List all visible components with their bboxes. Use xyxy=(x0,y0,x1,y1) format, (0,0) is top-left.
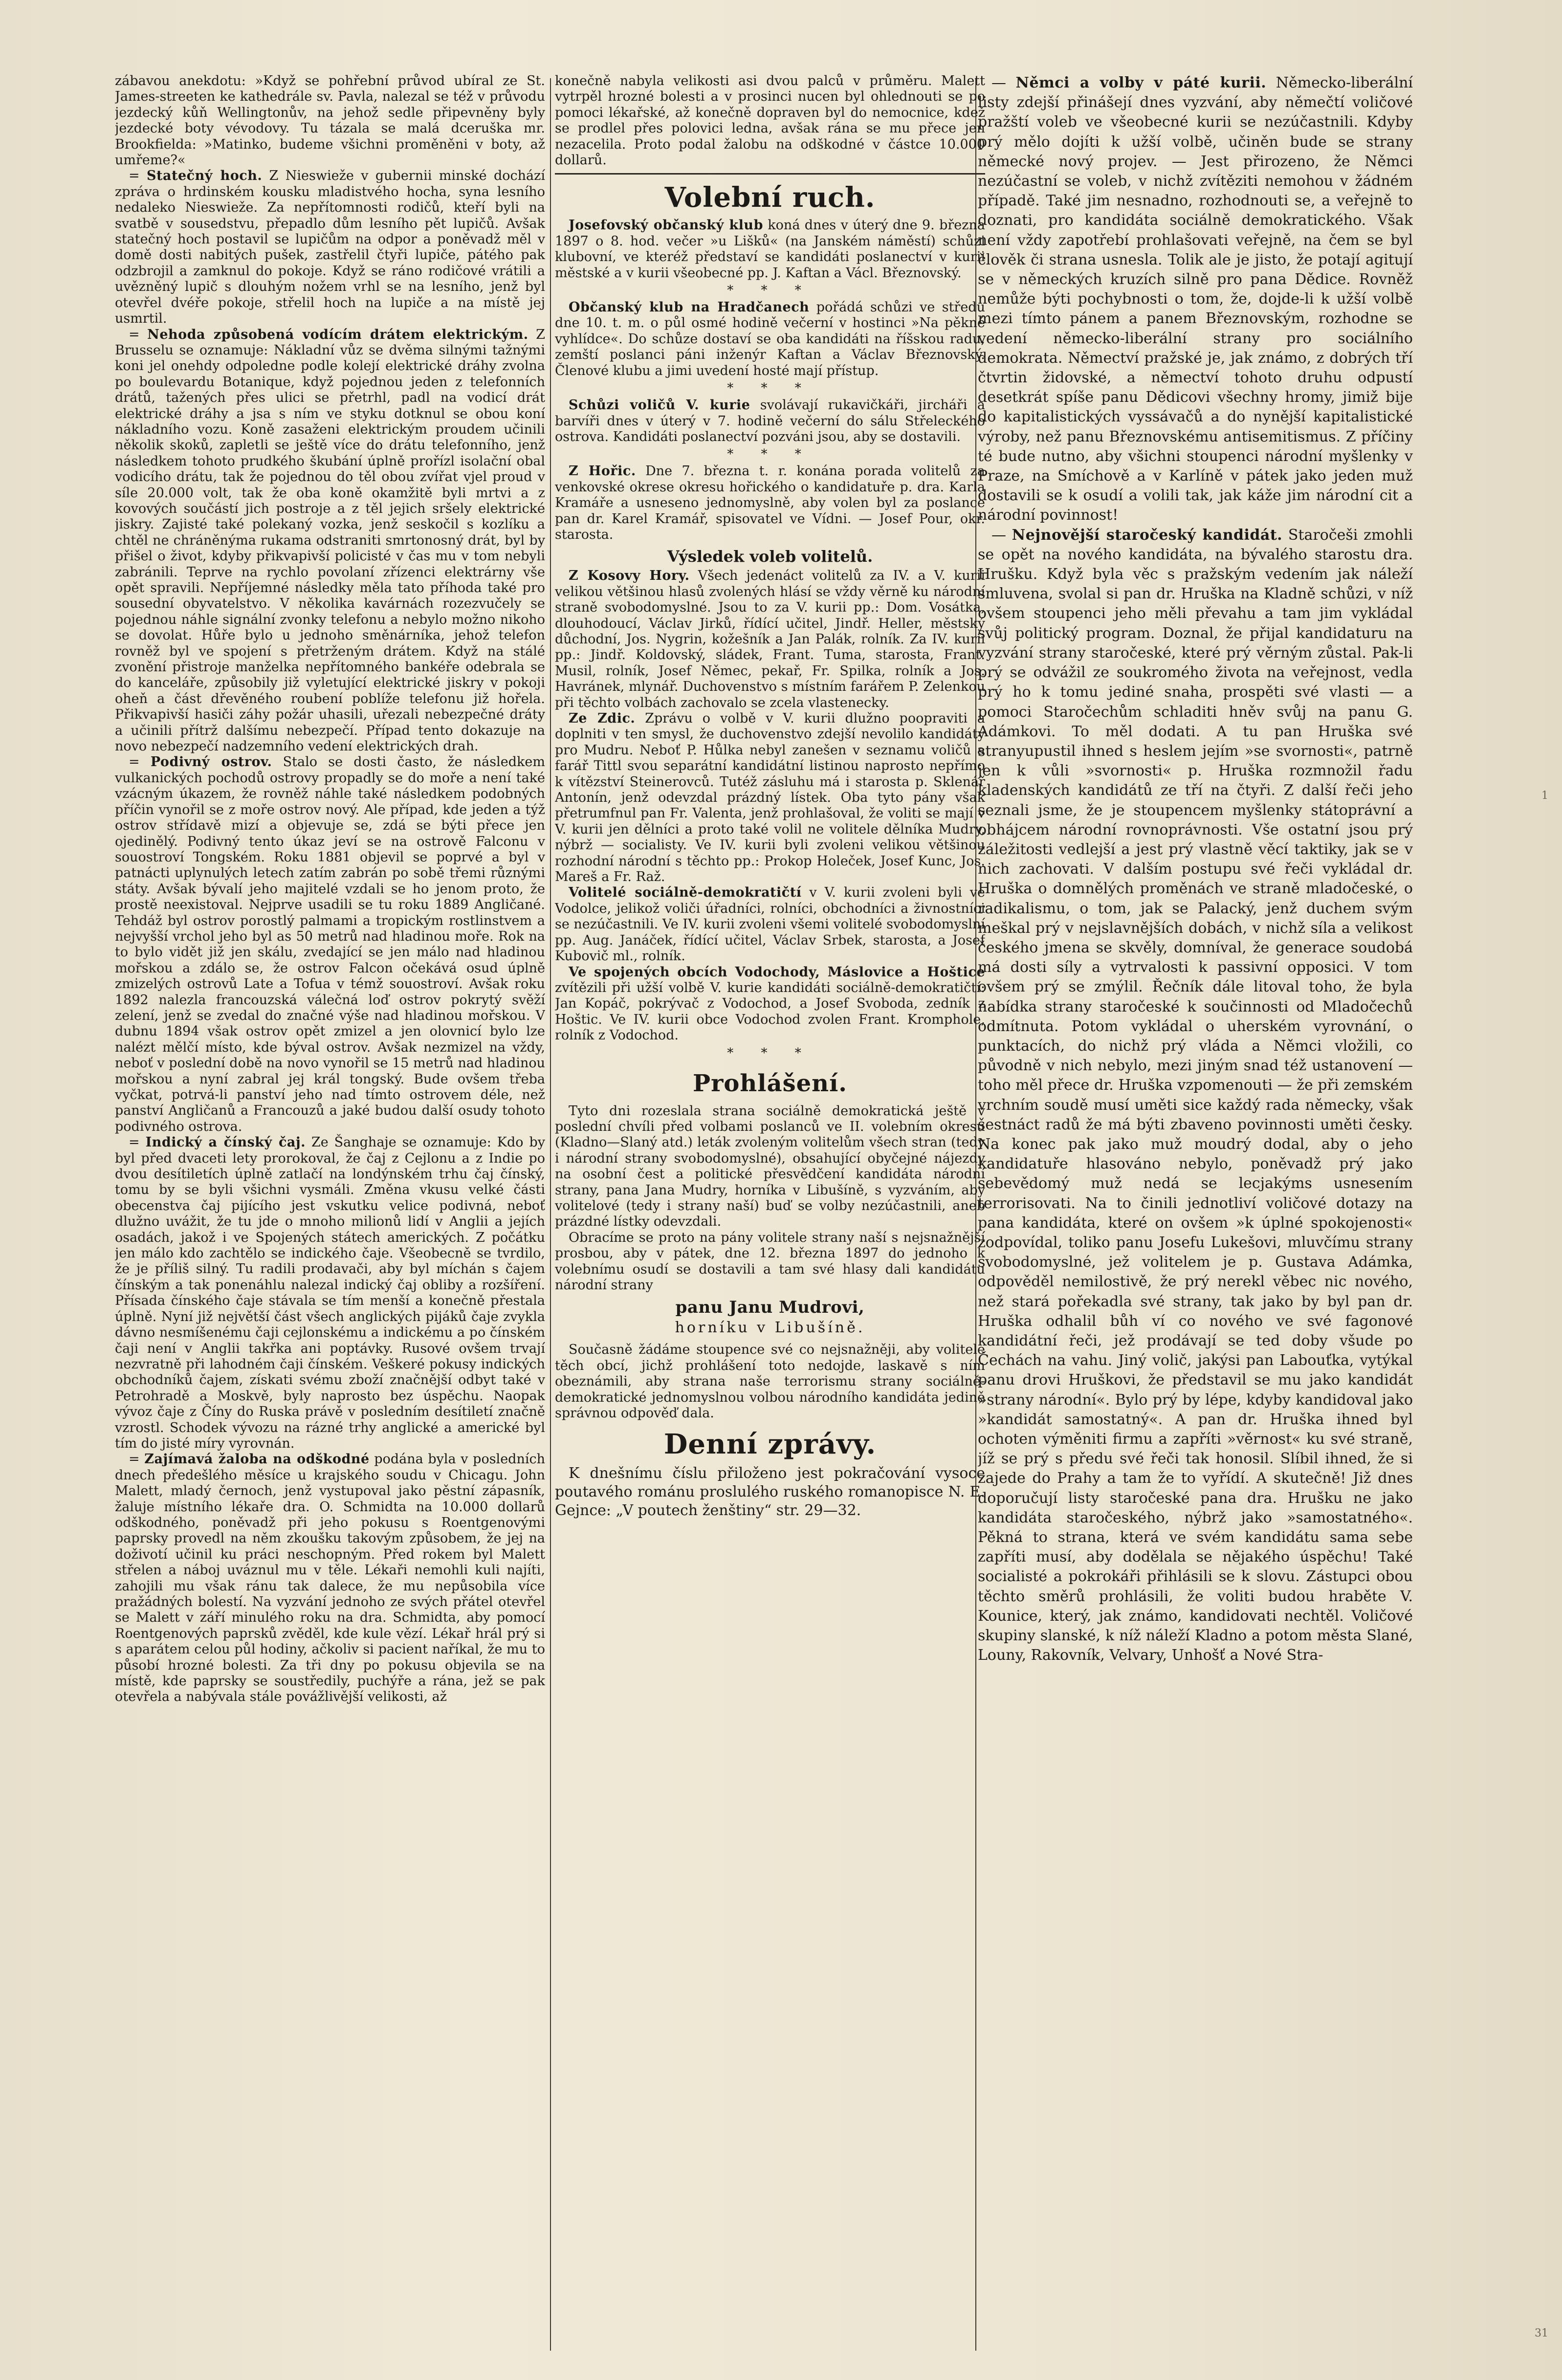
stars-divider: * * * xyxy=(727,1045,813,1060)
article-nehoda: = Nehoda způsobená vodícím drátem elektrickým. Z Brusselu se oznamuje: Nákladní vůz se dvěma silnými tažnými koni jel onehdy odpoledne podle kolejí elektrické dráhy zvolna po boulevardu Botanique, když pojednou jeden z telefonních drátů, tažených přes ulici se přetrhl, padl na vodicí drát elektrické dráhy a jsa s ním ve styku dotknul se obou koní nákladního vozu. Koně zasaženi elektrickým proudem učinili několik skoků, zapletli se ještě více do drátu telefonního, jenž následkem tohoto prudkého škubání úplně prořízl isolační obal vodicího drátu, tak že pojednou do těl obou zvířat vjel proud v síle 20.000 volt, tak že oba koně okamžitě byli mrtvi a z kovových součástí jich postroje a z těl jejich sršely elektrické jiskry. Zajisté také polekaný vozka, jenž seskočil s kozlíku a chtěl ne chráněnýma rukama odstraniti smrtonosný drát, byl by přišel o život, kdyby přikvapivší policisté v čas mu v tom nebyli zabránili. Teprve na rychlo povolaní zřízenci elektrárny vše opět spravili. Nepříjemné následky měla tato příhoda také pro sousední obyvatelstvo. V několika kavárnách rozezvučely se pojednou náhle signální zvonky telefonu a nebylo možno nikoho se dovolat. Hůře bylo u jednoho směnárníka, jehož telefon rovněž byl ve spojení s přetrženým drátem. Když na stálé zvonění přistroje manželka nepřítomného bankéře odebrala se do kanceláře, způsobily již vyletující elektrické jiskry v pokoji oheň a část dřevěného roubení poblíže telefonu již hořela. Přikvapivší hasiči záhy požár uhasili, uřezali nebezpečné dráty a učinili přítrž dalšímu nebezpečí. Případ tento dokazuje na novo nebezpečí nadzemního vedení elektrických drah. xyxy=(115,327,545,754)
prohlaseni-paragraph: Současně žádáme stoupence své co nejsnažněji, aby volitele těch obcí, jichž prohlášení toto nedojde, laskavě s ním obeznámili, aby strana naše terrorismu strany sociálně-demokratické jednomyslnou volbou národního kandidáta jedině správnou odpověď dala. xyxy=(555,1342,985,1421)
article-zaloba: = Zajímavá žaloba na odškodné podána byla v posledních dnech předešlého měsíce u krajského soudu v Chicagu. John Malett, mladý černoch, jenž vystupoval jako pěstní zápasník, žaluje místního lékaře dra. O. Schmidta na 10.000 dollarů odškodného, poněvadž při jeho pokusu s Roentgenovými paprsky provedl na něm zkoušku takovým způsobem, že jej na doživotí učinil ku práci neschopným. Před rokem byl Malett střelen a náboj uváznul mu v těle. Lékaři nemohli kuli najíti, zahojili mu však ránu tak dalece, že mu nepůsobila více pražádných bolestí. Na vyzvání jednoho ze svých přátel otevřel se Malett v září minulého roku na dra. Schmidta, aby pomocí Roentgenových paprsků zvěděl, kde kule vězí. Lékař hrál prý si s aparátem celou půl hodiny, ačkoliv si pacient naříkal, že mu to působí hrozné bolesti. Za tři dny po pokusu objevila se na místě, kde paprsky se soustředily, puchýře a rána, jež se pak otevřela a nabývala stále povážlivější velikosti, až xyxy=(115,1452,545,1705)
prohlaseni-signature xyxy=(555,1297,985,1338)
stars-divider: * * * xyxy=(727,381,813,396)
signature-name: panu Janu Mudrovi, xyxy=(675,1298,865,1318)
section-divider xyxy=(555,173,985,175)
volebni-item: Josefovský občanský klub koná dnes v úterý dne 9. března 1897 o 8. hod. večer »u Lišků« (na Janském náměstí) schůzi klubovní, ve kteréž představí se kandidáti poslanectví v kurii městské a v kurii všeobecné pp. J. Kaftan a Václ. Březnovský. xyxy=(555,218,985,281)
article-lead: Zajímavá žaloba na odškodné xyxy=(144,1452,370,1467)
article-zaloba-continued: konečně nabyla velikosti asi dvou palců v průměru. Malett vytrpěl hrozné bolesti a v prosinci nucen byl ohlednouti se po pomoci lékařské, až konečně dopraven byl do nemocnice, kdež se prodlel přes polovici ledna, avšak rána se mu přece jen nezacelila. Proto podal žalobu na odškodné v částce 10.000 dollarů. xyxy=(555,73,985,168)
column-rule-left xyxy=(550,78,551,2351)
section-heading-denni-zpravy: Denní zprávy. xyxy=(663,1428,877,1461)
volebni-item: Občanský klub na Hradčanech pořádá schůzi ve středu dne 10. t. m. o půl osmé hodině večerní v hostinci »Na pěkné vyhlídce«. Do schůze dostaví se oba kandidáti na říšskou radu, zemští poslanci páni inženýr Kaftan a Václav Březnovský. Členové klubu a jimi uvedení hosté mají přístup. xyxy=(555,300,985,378)
stars-divider: * * * xyxy=(727,447,813,462)
article-anecdote: zábavou anekdotu: »Když se pohřební průvod ubíral ze St. James-streeten ke kathedrále sv. Pavla, nalezal se též v průvodu jezdecký kůň Wellingtonův, na jehož sedle připevněny byly jezdecké boty vévodovy. Tu tázala se malá dceruška mr. Brookfielda: »Matinko, budeme všichni proměněni v boty, až umřeme?« xyxy=(115,73,545,168)
article-lead: Nehoda způsobená vodícím drátem elektrickým. xyxy=(147,327,528,342)
article-lead: Indický a čínský čaj. xyxy=(145,1135,306,1150)
vysledek-item: Z Kosovy Hory. Všech jedenáct volitelů za IV. a V. kurii velikou většinou hlasů zvolených hlásí se vždy věrně ku národní straně svobodomyslné. Jsou to za V. kurii pp.: Dom. Vosátka, dlouhodoucí, Václav Jirků, řídící učitel, Jindř. Heller, městský důchodní, Jos. Nygrin, kožešník a Jan Palák, rolník. Za IV. kurii pp.: Jindř. Koldovský, sládek, Frant. Tuma, starosta, Frant. Musil, rolník, Josef Němec, pekař, Fr. Spilka, rolník a Jos. Havránek, mlynář. Duchovenstvo s místním farářem P. Zelenkou při těchto volbách zachovalo se zcela vlastenecky. xyxy=(555,568,985,710)
signature-role: horníku v Libušíně. xyxy=(675,1319,865,1337)
section-heading-prohlaseni: Prohlášení. xyxy=(692,1069,848,1097)
section-heading-volebni-ruch: Volební ruch. xyxy=(664,181,876,214)
article-podivny-ostrov: = Podivný ostrov. Stalo se dosti často, že následkem vulkanických pochodů ostrovy propadly se do moře a není také vzácným úkazem, že rovněž náhle také následkem podobných příčin vynořil se z moře ostrov nový. Ale případ, kde jeden a týž ostrov střídavě mizí a objevuje se, zdá se býti přece jen ojedinělý. Podivný tento úkaz jeví se na ostrově Falconu v souostroví Tongském. Roku 1881 objevil se poprvé a byl v patnácti uplynulých letech zatím zabrán po sobě třemi různými státy. Avšak bývalí jeho majitelé vzdali se ho jenom proto, že prostě neexistoval. Nejprve usadili se tu roku 1889 Angličané. Tehdáž byl ostrov porostlý palmami a tropickým rostlinstvem a nejvyšší vrchol jeho byl as 50 metrů nad hladinou moře. Rok na to bylo vidět již jen skálu, zvedající se jen málo nad hladinou mořskou a zdálo se, že ostrov Falcon očekává osud úplně zmizelých ostrovů Late a Tofua v témž souostroví. Avšak roku 1892 nalezla francouzská válečná loď ostrov pokrytý svěží zelení, jenž se zvedal do značné výše nad hladinou mořskou. V dubnu 1894 však ostrov opět zmizel a jen olovnicí bylo lze nalézt mělčí místo, kde býval ostrov. Avšak nezmizel na vždy, neboť v poslední době na novo vynořil se 15 metrů nad hladinou mořskou a nyní zabral jej král tongský. Bude ovšem třeba vyčkat, potrvá-li panství jeho nad tímto ostrovem déle, než panství Angličanů a Francouzů a jaké budou další osudy tohoto podivného ostrova. xyxy=(115,754,545,1134)
article-caj: = Indický a čínský čaj. Ze Šanghaje se oznamuje: Kdo by byl před dvaceti lety prorokoval, že čaj z Cejlonu a z Indie po dvou desítiletích úplně zatlačí na londýnském trhu čaj čínský, tomu by se byli všichni vysmáli. Změna vkusu velké části obecenstva čaj pijícího jest vskutku velice podivná, neboť dlužno uvážit, že tu jde o mnoho milionů lidí v Anglii a jejích osadách, jakož i ve Spojených státech amerických. Z počátku jen málo kdo zachtělo se indického čaje. Všeobecně se tvrdilo, že je příliš silný. Tu radili prodavači, aby byl míchán s čajem čínským a tak ponenáhlu nalezal indický čaj obliby a rozšíření. Přísada čínského čaje stávala se tím menší a konečně přestala úplně. Nyní již největší část všech anglických pijáků čaje zvykla dávno nesmíšenému čaji cejlonskému a indickému a po čínském čaji není v Anglii takřka ani poptávky. Rusové ovšem trvají nezvratně při lahodném čaji čínském. Veškeré pokusy indických obchodníků čajem, získati svému zboží značnější odbyt také v Petrohradě a Moskvě, byly naprosto bez úspěchu. Naopak vývoz čaje z Číny do Ruska právě v posledním desítiletí značně vzrostl. Schodek vývozu na rázné trhy anglické a americké byl tím do jisté míry vyrovnán. xyxy=(115,1135,545,1451)
column-2 xyxy=(555,73,985,2360)
volebni-item: Z Hořic. Dne 7. března t. r. konána porada volitelů za venkovské okrese okresu hořického o kandidatuře p. dra. Karla Kramáře a usneseno jednomyslně, aby volen byl za poslance pan dr. Karel Kramář, spisovatel ve Vídni. — Josef Pour, okr. starosta. xyxy=(555,463,985,542)
vysledek-item: Ve spojených obcích Vodochody, Máslovice a Hoštice zvítězili při užší volbě V. kurie kandidáti sociálně-demokratičtí: Jan Kopáč, pokrývač z Vodochod, a Josef Svoboda, zedník z Hoštic. Ve IV. kurii obce Vodochod zvolen Frant. Kromphole, rolník z Vodochod. xyxy=(555,964,985,1043)
article-lead: Němci a volby v páté kurii. xyxy=(1015,74,1267,91)
denni-paragraph: K dnešnímu číslu přiloženo jest pokračování vysoce poutavého románu proslulého ruského romanopisce N. E. Gejnce: „V poutech ženštiny“ str. 29—32. xyxy=(555,1465,985,1520)
column-1 xyxy=(115,73,545,2360)
section-heading-vysledek: Výsledek voleb volitelů. xyxy=(667,547,873,566)
stars-divider: * * * xyxy=(727,283,813,298)
vysledek-item: Ze Zdic. Zprávu o volbě v V. kurii dlužno poopraviti a doplniti v ten smysl, že duchovenstvo zdejší nevolilo kandidáty pro Mudru. Neboť P. Hůlka nebyl zanešen v seznamu voličů a farář Tittl svou separátní kandidátní listinou naprosto nepřímo k vítězství Steinerovců. Tutéž zásluhu má i starosta p. Sklenář Antonín, jenž odevzdal prázdný lístek. Oba tyto pány však přetrumfnul pan Fr. Valenta, jenž prohlašoval, že voliti se mají v V. kurii jen dělníci a proto také volil ne volitele dělníka Mudry, nýbrž — socialisty. Ve IV. kurii byli zvoleni velikou většinou rozhodní národní s těchto pp.: Prokop Holeček, Josef Kunc, Jos. Mareš a Fr. Raž. xyxy=(555,711,985,885)
prohlaseni-paragraph: Tyto dni rozeslala strana sociálně demokratická ještě v poslední chvíli před volbami poslanců ve II. volebním okresu (Kladno—Slaný atd.) leták zvoleným volitelům všech stran (tedy i národní strany svobodomyslné), obsahující obyčejné nájezdy na osobní čest a politické přesvědčení kandidáta národní strany, pana Jana Mudry, horníka v Libušíně, s vyzváním, aby volitelové (tedy i strany naší) buď se volby nezúčastnili, aneb prázdné lístky odevzdali. xyxy=(555,1103,985,1230)
article-stateny-hoch: = Statečný hoch. Z Nieswieže v gubernii minské dochází zpráva o hrdinském kousku mladistvého hocha, syna lesního nedaleko Nieswieže. Za nepřítomnosti rodičů, kteří byli na svatbě v sousedstvu, přepadlo dům lesního pět lupičů. Avšak statečný hoch postavil se lupičům na odpor a poněvadž měl v domě dosti nabitých pušek, zastřelil čtyři lupiče, pátého pak odzbrojil a zamknul do pokoje. Když se ráno rodičové vrátili a uvězněný lupič s dlouhým nožem vrhl se na lesního, jenž byl otevřel dvéře pokoje, střelil hoch na lupiče a na místě jej usmrtil. xyxy=(115,168,545,327)
article-lead: Podivný ostrov. xyxy=(150,754,272,770)
column-3 xyxy=(978,73,1413,2360)
article-nemci-volby: — Němci a volby v páté kurii. Německo-liberální listy zdejší přinášejí dnes vyzvání, aby němečtí voličové pražští voleb ve všeobecné kurii se nezúčastnili. Kdyby prý mělo dojíti k užší volbě, učiněn bude se strany německé nový projev. — Jest přirozeno, že Němci nezúčastní se voleb, v nichž zvítěziti nemohou v žádném případě. Také jim nesnadno, rozhodnouti se, a veřejně to doznati, pro kandidáta sociálně demokratického. Však není vždy zapotřebí prohlašovati veřejně, na čem se byl člověk či strana usnesla. Tolik ale je jisto, že potají agitují se v německých kruzích silně pro pana Dědice. Rovněž nemůže býti pochybnosti o tom, že, dojde-li k užší volbě mezi tímto pánem a panem Březnovským, rozhodne se vedení německo-liberální strany pro sociálního demokrata. Němectví pražské je, jak známo, z dobrých tří čtvrtin židovské, a němectví tohoto druhu odpustí desetkrát spíše panu Dědicovi všechny hromy, jimiž bije do kapitalistických vyssávačů a do nynější kapitalistické výroby, než panu Březnovskému antisemitismus. Z příčiny té bude nutno, aby všichni stoupenci národní myšlenky v Praze, na Smíchově a v Karlíně v pátek jako jeden muž dostavili se k osudí a volili tak, jak káže jim národní cit a národní povinnost! xyxy=(978,74,1413,524)
article-staroceski-kandidat: — Nejnovější staročeský kandidát. Staročeši zmohli se opět na nového kandidáta, na bývalého starostu dra. Hrušku. Když byla věc s pražským vedením jak náleží smluvena, svolal si pan dr. Hruška na Kladně schůzi, v níž ovšem stoupenci jeho měli převahu a tam jim vykládal svůj politický program. Doznal, že přijal kandidaturu na vyzvání strany staročeské, které prý věrným zůstal. Pak-li prý se odvážil ze soukromého života na veřejnost, vedla prý ho k tomu jediné snaha, prospěti své vlasti — a pomoci Staročechům schladiti hněv svůj na panu G. Adámkovi. To měl dodati. A tu pan Hruška své stranyupustil ihned s heslem jejím »se svornosti«, patrně jen k vůli »svornosti« p. Hruška rozmnožil řadu kladenských kandidátů ze tří na čtyři. Z další řeči jeho seznali jsme, že je stoupencem myšlenky státoprávní a obhájcem národní rovnoprávnosti. Vše ostatní jsou prý záležitosti vedlejší a jest prý vlastně věcí taktiky, jak se v nich zachovati. V dalším postupu své řeči vykládal dr. Hruška o domnělých proměnách ve straně mladočeské, o radikalismu, o tom, jak se Palacký, jenž duchem svým meškal prý v nejslavnějších dobách, v nichž síla a velikost českého jmena se skvěly, domníval, že generace soudobá má dosti síly a vytrvalosti k passivní opposici. V tom ovšem prý se zmýlil. Řečník dále litoval toho, že byla nabídka strany staročeské k součinnosti od Mladočechů odmítnuta. Potom vykládal o uherském vyrovnání, o punktacích, do nichž prý vláda a Němci vložili, co původně v nich nebylo, mezi jiným snad též ustanovení — toho měl přece dr. Hruška vzpomenouti — že při zemském vrchním soudě musí uměti sice každý rada německy, však šestnáct radů že má býti zbaveno povinnosti uměti česky. Na konec pak jako muž moudrý dodal, aby o jeho kandidatuře hlasováno nebylo, poněvadž prý jako sebevědomý muž nedá se lecjakýms usnesením terrorisovati. Na to činili jednotliví voličové dotazy na pana kandidáta, které on ovšem »k úplné spokojenosti« zodpovídal, toliko panu Josefu Lukešovi, mluvčímu strany svobodomyslné, jež volitelem je p. Gustava Adámka, odpověděl nemilostivě, že prý nerekl věbec nic nového, než stará pořekadla své strany, tak jako by byl pan dr. Hruška odhalil bůh ví co nového ve své fagonové kandidátní řeči, jež prodávají se ted doby všude po Čechách na vahu. Jiný volič, jakýsi pan Labouťka, vytýkal panu drovi Hruškovi, že představil se mu jako kandidát »strany národní«. Bylo prý by lépe, kdyby kandidoval jako »kandidát samostatný«. A pan dr. Hruška ihned byl ochoten výměniti firmu a zapříti »věrnost« ku své straně, jíž se prý s předu své řeči tak honosil. Slíbil ihned, že si zajede do Prahy a tam že to vyřídí. A skutečně! Již dnes doporučují listy staročeské pana dra. Hrušku ne jako kandidáta staročeského, nýbrž jako »samostatného«. Pěkná to strana, která ve svém kandidátu sama sebe zapříti musí, aby dodělala se nějakého úspěchu! Také socialisté a pokrokáři přihlásili se k slovu. Zástupci obou těchto směrů prohlásili, že voliti budou hraběte V. Kounice, který, jak známo, kandidovati nechtěl. Voličové skupiny slanské, k níž náleží Kladno a potom města Slané, Louny, Rakovník, Velvary, Unhošť a Nové Stra- xyxy=(978,526,1413,1664)
page-mark: 1 xyxy=(1541,790,1548,802)
prohlaseni-paragraph: Obracíme se proto na pány volitele strany naší s nejsnažnější prosbou, aby v pátek, dne 12. března 1897 do jednoho k volebnímu osudí se dostavili a tam své hlasy dali kandidátu národní strany xyxy=(555,1230,985,1293)
vysledek-item: Volitelé sociálně-demokratičtí v V. kurii zvoleni byli ve Vodolce, jelikož voliči úřadníci, rolníci, obchodníci a živnostníci se nezúčastnili. Ve IV. kurii zvoleni všemi volitelé svobodomyslní pp. Aug. Janáček, řídící učitel, Václav Srbek, starosta, a Josef Kubovič ml., rolník. xyxy=(555,885,985,964)
article-lead: Nejnovější staročeský kandidát. xyxy=(1012,526,1283,544)
page-mark: 31 xyxy=(1535,2327,1548,2339)
article-lead: Statečný hoch. xyxy=(147,168,263,184)
volebni-item: Schůzi voličů V. kurie svolávají rukavičkáři, jircháři a barvíři dnes v úterý v 7. hodině večerní do sálu Střeleckého ostrova. Kandidáti poslanectví pozváni jsou, aby se dostavili. xyxy=(555,397,985,444)
